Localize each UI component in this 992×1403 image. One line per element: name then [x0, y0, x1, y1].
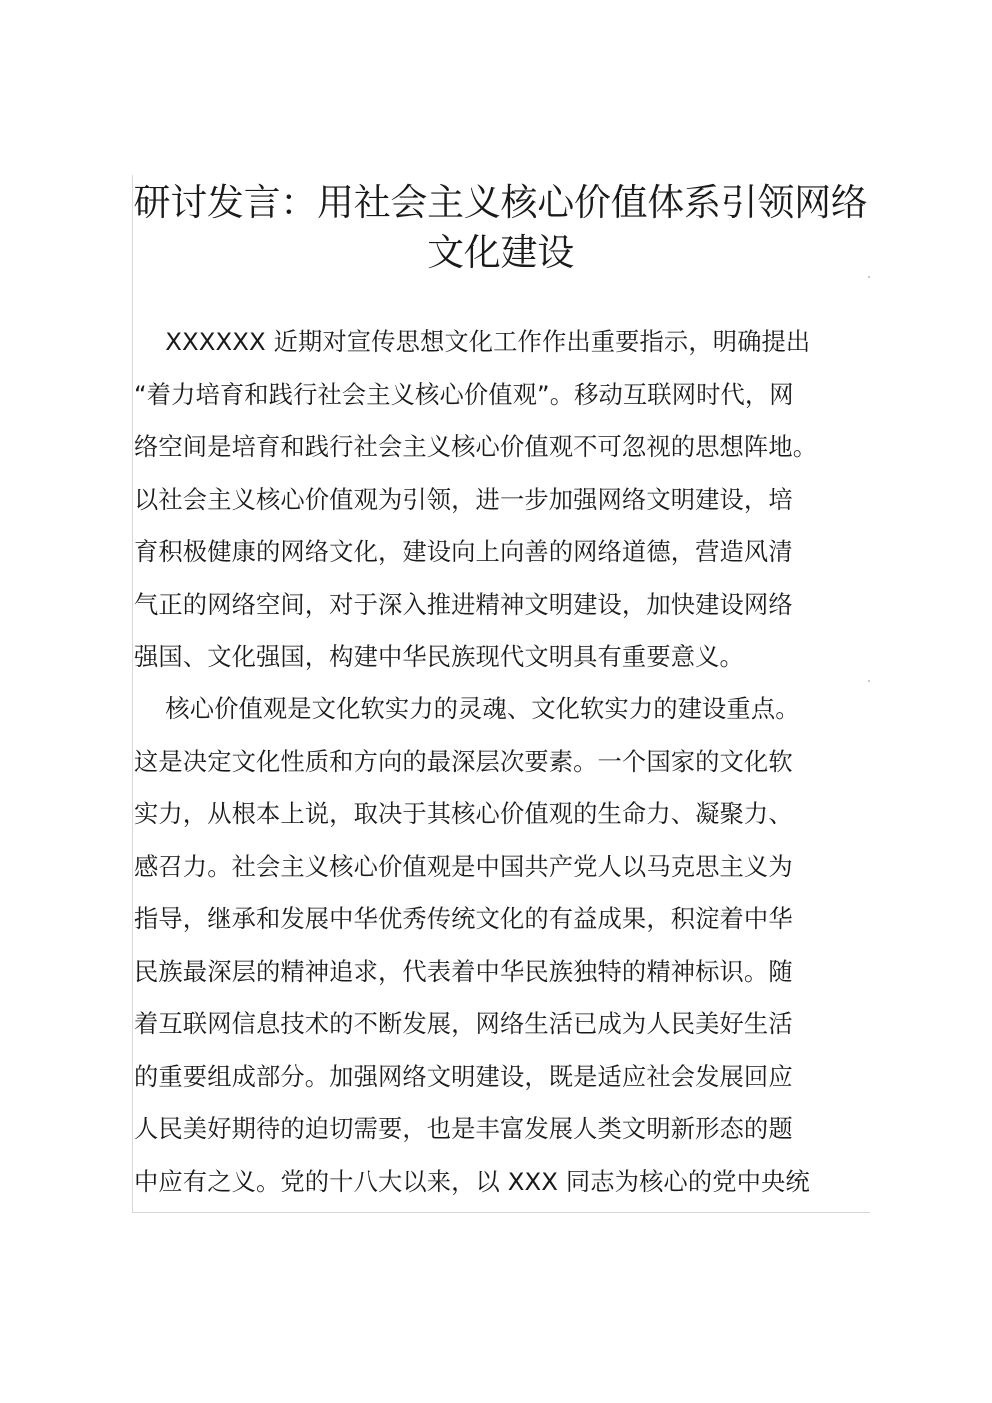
paragraph-2: 核心价值观是文化软实力的灵魂、文化软实力的建设重点。 这是决定文化性质和方向的最深层次要素。一个国家的文化软 实力，从根本上说，取决于其核心价值观的生命力、凝聚力、 感召力。社会主义核心价值观是中国共产党人以马克思主义为 指导，继承和发展中华优秀传统文化的有益成果，积淀着中华 民族最深层的精神追求，代表着中华民族独特的精神标识。随 着互联网信息技术的不断发展，网络生活已成为人民美好生活 的重要组成部分。加强网络文明建设，既是适应社会发展回应 人民美好期待的迫切需要，也是丰富发展人类文明新形态的题 中应有之义。党的十八大以来，以 XXX 同志为核心的党中央统 — [134, 694, 810, 1196]
paragraph-1: XXXXXX 近期对宣传思想文化工作作出重要指示，明确提出 “着力培育和践行社会主义核心价值观”。移动互联网时代，网 络空间是培育和践行社会主义核心价值观不可忽视的思想阵地。 以社会主义核心价值观为引领，进一步加强网络文明建设，培 育积极健康的网络文化，建设向上向善的网络道德，营造风清 气正的网络空间，对于深入推进精神文明建设，加快建设网络 强国、文化强国，构建中华民族现代文明具有重要意义。 — [134, 327, 818, 671]
line-end-mark — [868, 680, 870, 682]
document-title: 研讨发言：用社会主义核心价值体系引领网络 文化建设 — [133, 181, 868, 274]
